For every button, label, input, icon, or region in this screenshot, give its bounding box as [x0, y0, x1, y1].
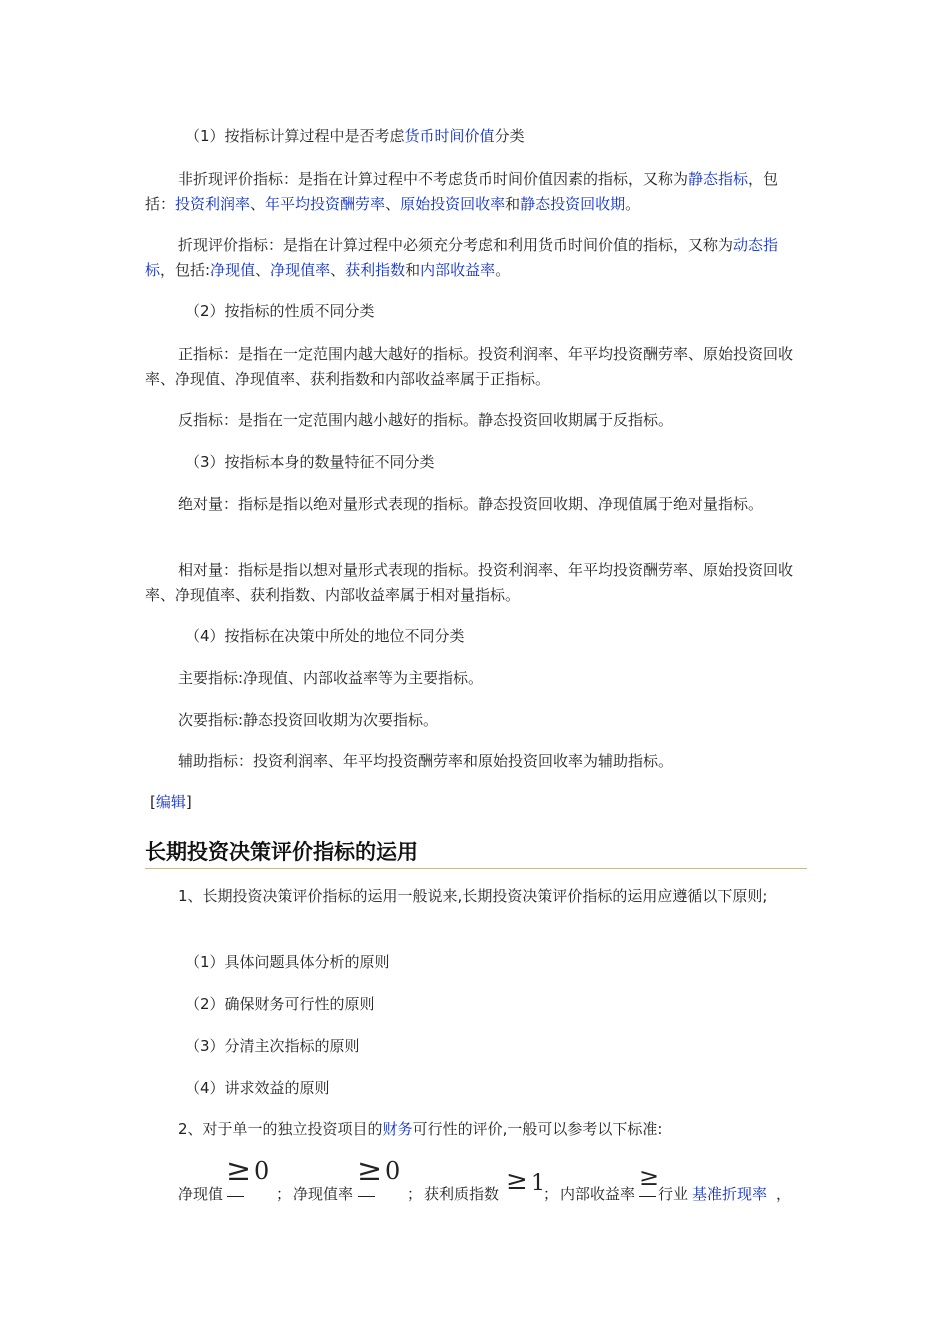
- para-text: ，包括：: [145, 170, 779, 213]
- edit-link[interactable]: 编辑: [155, 793, 186, 811]
- para-text: 分类: [494, 127, 525, 145]
- link-benchmark-discount-rate[interactable]: 基准折现率: [692, 1185, 768, 1203]
- label-irr: 内部收益率: [560, 1185, 636, 1203]
- paragraph-main-indicators: 主要指标:净现值、内部收益率等为主要指标。: [178, 669, 484, 687]
- paragraph-classification-3: （3）按指标本身的数量特征不同分类: [185, 453, 435, 471]
- ge-symbol: ≥: [226, 1153, 252, 1188]
- link-time-value-of-money[interactable]: 货币时间价值: [404, 127, 495, 145]
- paragraph-auxiliary-indicators: 辅助指标：投资利润率、年平均投资酬劳率和原始投资回收率为辅助指标。: [178, 752, 674, 770]
- ge-symbol: ≥: [639, 1163, 660, 1191]
- link-average-return[interactable]: 年平均投资酬劳率: [265, 195, 386, 213]
- link-finance[interactable]: 财务: [382, 1120, 413, 1138]
- ge-symbol: ≥: [506, 1166, 528, 1196]
- paragraph-secondary-indicators: 次要指标:静态投资回收期为次要指标。: [178, 711, 439, 729]
- link-npv[interactable]: 净现值: [210, 261, 256, 279]
- paragraph-classification-2: （2）按指标的性质不同分类: [185, 302, 375, 320]
- para-text: ，包括:: [160, 261, 211, 279]
- para-end: 。: [495, 261, 511, 279]
- para-end: 。: [625, 195, 641, 213]
- edit-section-link: [150, 790, 192, 815]
- link-npv-rate[interactable]: 净现值率: [270, 261, 331, 279]
- separator: 和: [405, 261, 421, 279]
- value-one: 1: [531, 1171, 545, 1196]
- paragraph-discount-indicators: [145, 233, 807, 283]
- link-roi[interactable]: 投资利润率: [175, 195, 251, 213]
- criteria-formula-row: [145, 1150, 807, 1210]
- principle-3: （3）分清主次指标的原则: [185, 1037, 360, 1055]
- label-npv-rate: 净现值率: [293, 1185, 354, 1203]
- separator: 、: [385, 195, 401, 213]
- section-heading: 长期投资决策评价指标的运用: [145, 838, 807, 869]
- separator: ；: [543, 1185, 559, 1203]
- principle-4: （4）讲求效益的原则: [185, 1079, 330, 1097]
- link-irr[interactable]: 内部收益率: [420, 261, 496, 279]
- ge-symbol: ≥: [357, 1153, 383, 1188]
- edit-bracket-open: [: [150, 793, 156, 811]
- paragraph-evaluation-standards: [145, 1117, 807, 1142]
- underline-mark: [358, 1196, 375, 1197]
- para-text: 非折现评价指标：是指在计算过程中不考虑货币时间价值因素的指标，又称为: [178, 170, 689, 188]
- para-text: 2、对于单一的独立投资项目的: [178, 1120, 383, 1138]
- value-zero: 0: [385, 1157, 401, 1185]
- paragraph-non-discount-indicators: [145, 167, 807, 217]
- separator: 、: [330, 261, 346, 279]
- separator: ；: [276, 1185, 292, 1203]
- link-static-payback-period[interactable]: 静态投资回收期: [520, 195, 626, 213]
- value-zero: 0: [254, 1157, 270, 1185]
- paragraph-positive-indicators: 正指标：是指在一定范围内越大越好的指标。投资利润率、年平均投资酬劳率、原始投资回收率、净现值、净现值率、获利指数和内部收益率属于正指标。: [145, 345, 794, 388]
- paragraph-negative-indicators: 反指标：是指在一定范围内越小越好的指标。静态投资回收期属于反指标。: [178, 411, 674, 429]
- separator: 、: [250, 195, 266, 213]
- para-text: 折现评价指标：是指在计算过程中必须充分考虑和利用货币时间价值的指标，又称为: [178, 236, 734, 254]
- paragraph-relative-indicators: 相对量：指标是指以想对量形式表现的指标。投资利润率、年平均投资酬劳率、原始投资回收率、净现值率、获利指数、内部收益率属于相对量指标。: [145, 561, 794, 604]
- principle-1: （1）具体问题具体分析的原则: [185, 953, 390, 971]
- paragraph-classification-4: （4）按指标在决策中所处的地位不同分类: [185, 627, 465, 645]
- para-text: 可行性的评价,一般可以参考以下标准:: [412, 1120, 663, 1138]
- underline-mark: [227, 1196, 244, 1197]
- separator: ；: [407, 1185, 423, 1203]
- underline-mark: [639, 1196, 656, 1197]
- link-original-recovery-rate[interactable]: 原始投资回收率: [400, 195, 506, 213]
- label-npv: 净现值: [178, 1185, 224, 1203]
- edit-bracket-close: ]: [185, 793, 192, 811]
- para-end: ，: [776, 1185, 792, 1203]
- label-industry: 行业: [658, 1185, 689, 1203]
- link-static-indicators[interactable]: 静态指标: [688, 170, 749, 188]
- para-text: （1）按指标计算过程中是否考虑: [185, 127, 405, 145]
- separator: 、: [255, 261, 271, 279]
- principle-2: （2）确保财务可行性的原则: [185, 995, 375, 1013]
- label-profitability-index: 获利质指数: [424, 1185, 500, 1203]
- link-dynamic-indicators[interactable]: 动态指标: [145, 236, 779, 279]
- paragraph-application-principles: 1、长期投资决策评价指标的运用一般说来,长期投资决策评价指标的运用应遵循以下原则;: [178, 887, 768, 905]
- link-profitability-index[interactable]: 获利指数: [345, 261, 406, 279]
- paragraph-classification-1: [145, 124, 847, 149]
- separator: 和: [505, 195, 521, 213]
- paragraph-absolute-indicators: 绝对量：指标是指以绝对量形式表现的指标。静态投资回收期、净现值属于绝对量指标。: [178, 495, 764, 513]
